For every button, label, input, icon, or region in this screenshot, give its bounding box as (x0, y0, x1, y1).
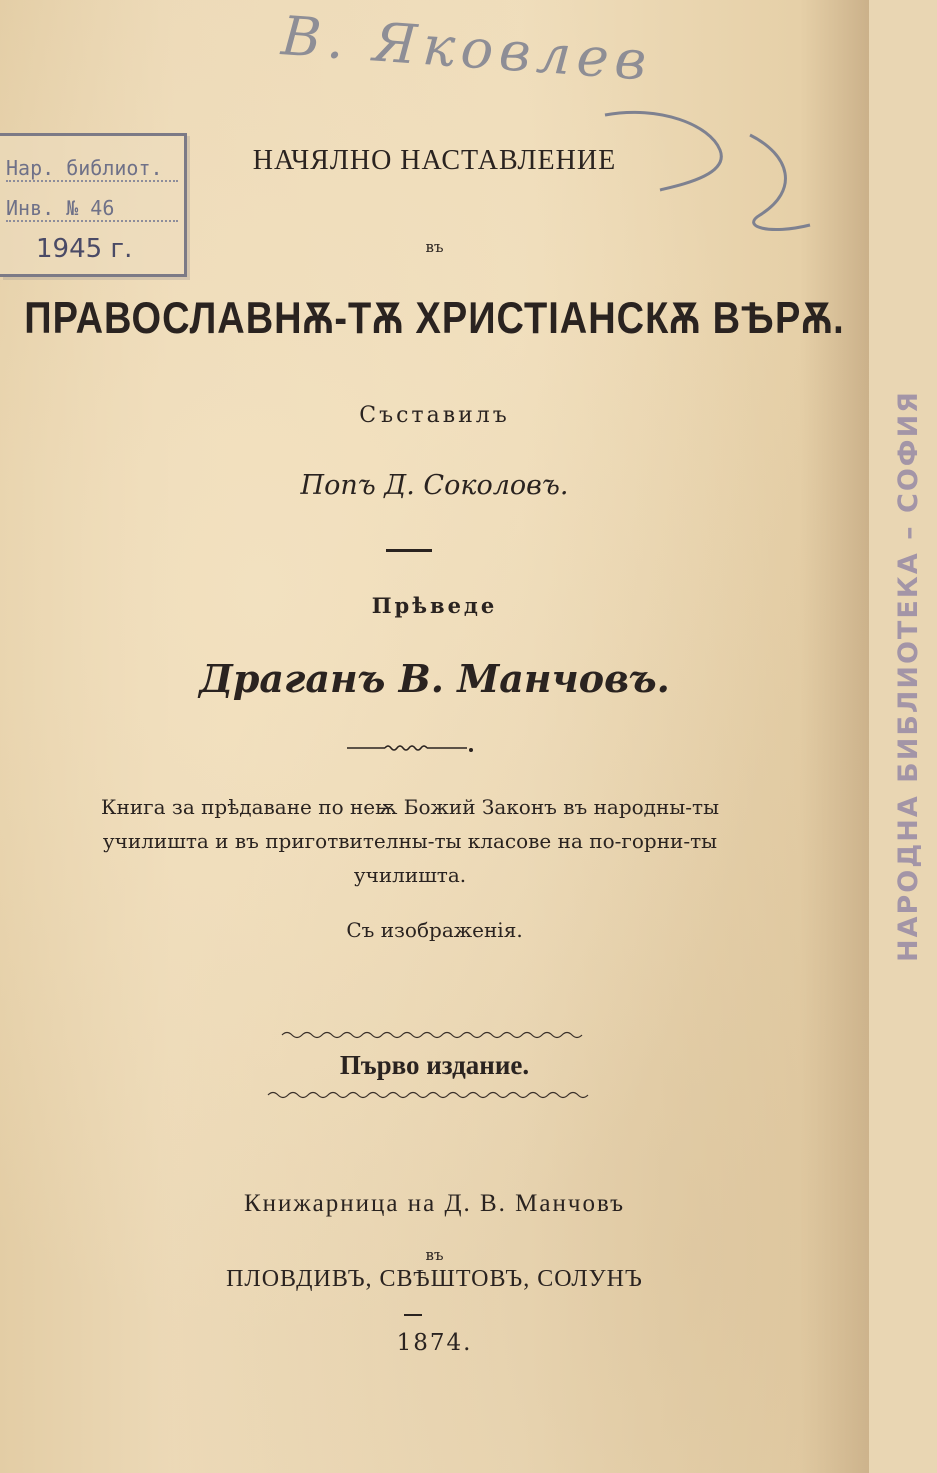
translated-by-label: Прѣведе (371, 593, 498, 618)
stamp-library-line: Нар. библиот. (6, 156, 178, 182)
book-description: Книга за прѣдаване по неѭ Божий Законъ въ народны-ты училишта и въ приготвителны-ты класове на по-горни-ты училишта. (101, 795, 719, 887)
handwritten-signature: В. Яковлев (279, 4, 655, 93)
compiled-by-label: Съставилъ (359, 403, 510, 428)
wavy-rule-top (282, 1030, 582, 1040)
illustrations-note: Съ изображенія. (346, 918, 523, 942)
publisher-line: Книжарница на Д. В. Манчовъ (243, 1190, 626, 1217)
stamp-inventory-line: Инв. № 46 (6, 196, 178, 222)
main-title: ПРАВОСЛАВНѪ-ТѪ ХРИСТІАНСКѪ ВѢРѪ. (24, 294, 845, 344)
title-line-1: НАЧЯЛНО НАСТАВЛЕНИЕ (252, 145, 617, 176)
library-side-stamp: НАРОДНА БИБЛИОТЕКА – СОФИЯ (893, 390, 924, 962)
translator-name: Драганъ В. Манчовъ. (199, 656, 670, 701)
small-divider (404, 1314, 422, 1316)
edition-label: Първо издание. (339, 1050, 530, 1080)
ornament-divider (345, 740, 475, 756)
stamp-year-line: 1945 г. (36, 234, 133, 264)
title-preposition: въ (425, 238, 444, 256)
publisher-preposition: въ (425, 1246, 444, 1264)
author-name: Попъ Д. Соколовъ. (300, 470, 569, 501)
publisher-cities: ПЛОВДИВЪ, СВѢШТОВЪ, СОЛУНЪ (226, 1266, 643, 1292)
wavy-rule-bottom (268, 1090, 588, 1100)
divider-rule (386, 549, 432, 552)
publication-year: 1874. (396, 1330, 473, 1356)
